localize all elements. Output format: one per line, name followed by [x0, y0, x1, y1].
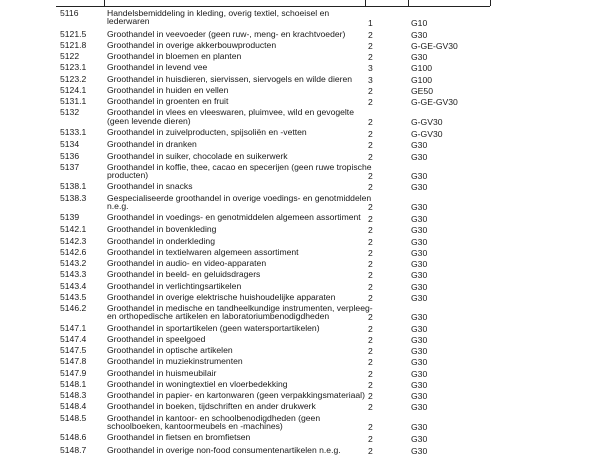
table-row: [0, 52, 600, 63]
activity-code: 5139: [60, 211, 80, 222]
category-value: 2: [368, 445, 373, 456]
class-value: G30: [411, 421, 428, 432]
class-value: G30: [411, 357, 428, 368]
description-line: Groothandel in boeken, tijdschriften en ander drukwerk: [107, 401, 316, 412]
activity-code: 5123.2: [60, 73, 87, 84]
table-row: [0, 225, 600, 236]
activity-table: [0, 9, 600, 457]
class-value: G30: [411, 368, 428, 379]
category-value: 2: [368, 29, 373, 40]
activity-description: [107, 30, 369, 38]
category-value: 2: [368, 182, 373, 193]
class-value: G30: [411, 445, 428, 456]
column-divider: [490, 0, 491, 6]
activity-description: [107, 293, 369, 301]
activity-code: 5138.1: [60, 181, 87, 192]
description-line: Groothandel in zuivelproducten, spijsoliën en -vetten: [107, 126, 307, 137]
table-row: [0, 86, 600, 97]
activity-code: 5132: [60, 107, 80, 118]
activity-description: [107, 128, 369, 136]
table-row: [0, 30, 600, 41]
category-value: 2: [368, 379, 373, 390]
activity-code: 5143.5: [60, 291, 87, 302]
table-row: [0, 270, 600, 281]
category-value: 2: [368, 151, 373, 162]
class-value: G30: [411, 379, 428, 390]
activity-description: [107, 335, 369, 343]
table-row: [0, 182, 600, 193]
category-value: 2: [368, 201, 373, 212]
activity-code: 5143.4: [60, 280, 87, 291]
category-value: 2: [368, 116, 373, 127]
description-line: Handelsbemiddeling in kleding, overig textiel, schoeisel en: [107, 8, 330, 18]
class-value: G30: [411, 52, 428, 63]
activity-code: 5142.6: [60, 246, 87, 257]
description-line: Groothandel in audio- en video-apparaten: [107, 258, 267, 269]
class-value: G-GE-GV30: [411, 97, 458, 108]
category-value: 2: [368, 421, 373, 432]
activity-code: 5121.8: [60, 39, 87, 50]
column-divider: [104, 0, 105, 6]
description-line: Groothandel in voedings- en genotmiddelen algemeen assortiment: [107, 211, 361, 222]
activity-description: [107, 324, 369, 332]
activity-description: [107, 86, 369, 94]
description-line: Groothandel in speelgoed: [107, 333, 206, 344]
table-row: [0, 357, 600, 368]
description-line: (geen levende dieren): [107, 115, 191, 126]
category-value: 2: [368, 52, 373, 63]
activity-description: [107, 108, 369, 124]
table-row: [0, 248, 600, 259]
activity-description: [107, 9, 369, 25]
category-value: 2: [368, 402, 373, 413]
class-value: G30: [411, 140, 428, 151]
activity-description: [107, 161, 372, 181]
category-value: 2: [368, 40, 373, 51]
table-row: [0, 140, 600, 151]
activity-description: [107, 63, 369, 71]
activity-code: 5147.8: [60, 356, 87, 367]
activity-description: [107, 282, 369, 290]
activity-description: [107, 152, 369, 160]
description-line: producten): [107, 170, 149, 181]
class-value: G10: [411, 18, 428, 29]
category-value: 2: [368, 281, 373, 292]
activity-description: [107, 225, 369, 233]
category-value: 2: [368, 270, 373, 281]
category-value: 2: [368, 346, 373, 357]
class-value: G-GV30: [411, 116, 443, 127]
class-value: G30: [411, 292, 428, 303]
table-row: [0, 446, 600, 457]
activity-description: [107, 248, 369, 256]
table-row: [0, 324, 600, 335]
class-value: G30: [411, 270, 428, 281]
table-row: [0, 259, 600, 270]
description-line: Groothandel in groenten en fruit: [107, 96, 229, 107]
activity-code: 5116: [60, 8, 79, 18]
activity-code: 5146.2: [60, 303, 87, 314]
class-value: G30: [411, 281, 428, 292]
class-value: G30: [411, 323, 428, 334]
description-line: n.e.g.: [107, 200, 129, 211]
activity-description: [107, 357, 369, 365]
activity-code: 5143.2: [60, 258, 87, 269]
category-value: 2: [368, 334, 373, 345]
activity-code: 5148.1: [60, 378, 87, 389]
activity-code: 5124.1: [60, 84, 87, 95]
class-value: G30: [411, 346, 428, 357]
activity-code: 5142.1: [60, 224, 87, 235]
table-row: [0, 402, 600, 413]
activity-description: [107, 414, 369, 430]
table-row: [0, 346, 600, 357]
table-row: [0, 163, 600, 182]
activity-description: [107, 433, 369, 441]
activity-description: [107, 75, 369, 83]
category-value: 2: [368, 368, 373, 379]
class-value: G30: [411, 334, 428, 345]
description-line: Groothandel in suiker, chocolade en suikerwerk: [107, 150, 288, 161]
table-row: [0, 75, 600, 86]
table-row: [0, 128, 600, 141]
description-line: Groothandel in woningtextiel en vloerbedekking: [107, 378, 288, 389]
category-value: 2: [368, 391, 373, 402]
description-line: Groothandel in vlees en vleeswaren, pluimvee, wild en gevogelte: [107, 107, 354, 118]
category-value: 2: [368, 247, 373, 258]
class-value: G30: [411, 225, 428, 236]
class-value: G30: [411, 201, 428, 212]
class-value: G30: [411, 29, 428, 40]
class-value: G30: [411, 402, 428, 413]
activity-description: [107, 140, 369, 148]
class-value: G30: [411, 247, 428, 258]
description-line: Groothandel in optische artikelen: [107, 345, 233, 356]
activity-code: 5142.3: [60, 235, 87, 246]
class-value: G30: [411, 434, 428, 445]
description-line: lederwaren: [107, 16, 150, 27]
description-line: Groothandel in sportartikelen (geen watersportartikelen): [107, 322, 320, 333]
description-line: Groothandel in veevoeder (geen ruw-, meng- en krachtvoeder): [107, 28, 346, 39]
activity-description: [107, 346, 369, 354]
class-value: G30: [411, 171, 428, 182]
category-value: 2: [368, 129, 373, 140]
description-line: Groothandel in muziekinstrumenten: [107, 356, 243, 367]
activity-code: 5147.4: [60, 333, 87, 344]
activity-description: [107, 192, 372, 211]
category-value: 2: [368, 323, 373, 334]
description-line: Groothandel in kantoor- en schoolbenodigdheden (geen: [107, 412, 321, 423]
category-value: 2: [368, 259, 373, 270]
class-value: G30: [411, 214, 428, 225]
category-value: 3: [368, 63, 373, 74]
class-value: G-GE-GV30: [411, 40, 458, 51]
class-value: GE50: [411, 85, 433, 96]
category-value: 2: [368, 236, 373, 247]
description-line: Gespecialiseerde groothandel in overige voedings- en genotmiddelen: [107, 192, 372, 203]
activity-code: 5137: [60, 161, 80, 172]
class-value: G30: [411, 236, 428, 247]
description-line: Groothandel in huisdieren, siervissen, siervogels en wilde dieren: [107, 73, 353, 84]
class-value: G100: [411, 63, 433, 74]
activity-description: [107, 446, 369, 454]
activity-code: 5133.1: [60, 126, 87, 137]
class-value: G30: [411, 259, 428, 270]
description-line: Groothandel in overige akkerbouwproducten: [107, 39, 277, 50]
activity-code: 5138.3: [60, 192, 87, 203]
description-line: Groothandel in verlichtingsartikelen: [107, 280, 242, 291]
activity-description: [107, 97, 369, 105]
category-value: 2: [368, 312, 373, 323]
description-line: Groothandel in fietsen en bromfietsen: [107, 431, 251, 442]
activity-code: 5147.9: [60, 367, 87, 378]
description-line: Groothandel in snacks: [107, 181, 193, 192]
table-row: [0, 335, 600, 346]
category-value: 2: [368, 171, 373, 182]
activity-code: 5122: [60, 51, 80, 62]
description-line: Groothandel in levend vee: [107, 62, 208, 73]
table-row: [0, 108, 600, 127]
class-value: G100: [411, 74, 433, 85]
activity-code: 5143.3: [60, 269, 87, 280]
table-row: [0, 414, 600, 433]
activity-code: 5134: [60, 139, 80, 150]
category-value: 1: [368, 18, 373, 29]
activity-code: 5147.1: [60, 322, 87, 333]
activity-code: 5131.1: [60, 96, 87, 107]
activity-code: 5148.4: [60, 401, 87, 412]
activity-description: [107, 402, 369, 410]
description-line: Groothandel in koffie, thee, cacao en specerijen (geen ruwe tropische: [107, 161, 372, 172]
activity-code: 5121.5: [60, 28, 87, 39]
activity-code: 5136: [60, 150, 80, 161]
description-line: en orthopedische artikelen en laboratoriumbenodigdheden: [107, 311, 330, 322]
activity-description: [107, 259, 369, 267]
description-line: Groothandel in overige non-food consumentenartikelen n.e.g.: [107, 444, 341, 455]
category-value: 2: [368, 140, 373, 151]
description-line: Groothandel in bloemen en planten: [107, 51, 242, 62]
table-row: [0, 433, 600, 446]
category-value: 2: [368, 292, 373, 303]
table-top-border: [56, 0, 490, 7]
description-line: Groothandel in medische en tandheelkundige instrumenten, verpleeg-: [107, 303, 373, 314]
category-value: 2: [368, 225, 373, 236]
description-line: Groothandel in onderkleding: [107, 235, 215, 246]
description-line: schoolboeken, kantoormeubels en -machines): [107, 420, 283, 431]
column-divider: [408, 0, 409, 6]
activity-description: [107, 391, 369, 399]
description-line: Groothandel in papier- en kartonwaren (geen verpakkingsmateriaal): [107, 390, 365, 401]
table-row: [0, 63, 600, 74]
description-line: Groothandel in huismeubilair: [107, 367, 217, 378]
description-line: Groothandel in textielwaren algemeen assortiment: [107, 246, 299, 257]
category-value: 2: [368, 214, 373, 225]
category-value: 3: [368, 74, 373, 85]
activity-code: 5148.5: [60, 412, 87, 423]
category-value: 2: [368, 85, 373, 96]
category-value: 2: [368, 97, 373, 108]
activity-description: [107, 237, 369, 245]
activity-description: [107, 182, 369, 190]
category-value: 2: [368, 357, 373, 368]
table-row: [0, 194, 600, 213]
activity-description: [107, 303, 373, 322]
class-value: G30: [411, 151, 428, 162]
description-line: Groothandel in huiden en vellen: [107, 84, 229, 95]
class-value: G-GV30: [411, 129, 443, 140]
activity-description: [107, 380, 369, 388]
description-line: Groothandel in dranken: [107, 139, 197, 150]
table-row: [0, 304, 600, 323]
table-row: [0, 213, 600, 226]
description-line: Groothandel in overige elektrische huishoudelijke apparaten: [107, 291, 336, 302]
activity-description: [107, 369, 369, 377]
table-row: [0, 237, 600, 248]
table-row: [0, 41, 600, 52]
activity-description: [107, 41, 369, 49]
activity-code: 5123.1: [60, 62, 87, 73]
activity-code: 5148.7: [60, 444, 87, 455]
activity-code: 5148.3: [60, 390, 87, 401]
activity-description: [107, 270, 369, 278]
class-value: G30: [411, 182, 428, 193]
class-value: G30: [411, 312, 428, 323]
activity-code: 5148.6: [60, 431, 87, 442]
activity-description: [107, 213, 369, 221]
activity-description: [107, 52, 369, 60]
column-divider: [365, 0, 366, 6]
category-value: 2: [368, 434, 373, 445]
table-row: [0, 369, 600, 380]
class-value: G30: [411, 391, 428, 402]
table-row: [0, 9, 600, 30]
description-line: Groothandel in bovenkleding: [107, 224, 217, 235]
description-line: Groothandel in beeld- en geluidsdragers: [107, 269, 261, 280]
activity-code: 5147.5: [60, 345, 87, 356]
